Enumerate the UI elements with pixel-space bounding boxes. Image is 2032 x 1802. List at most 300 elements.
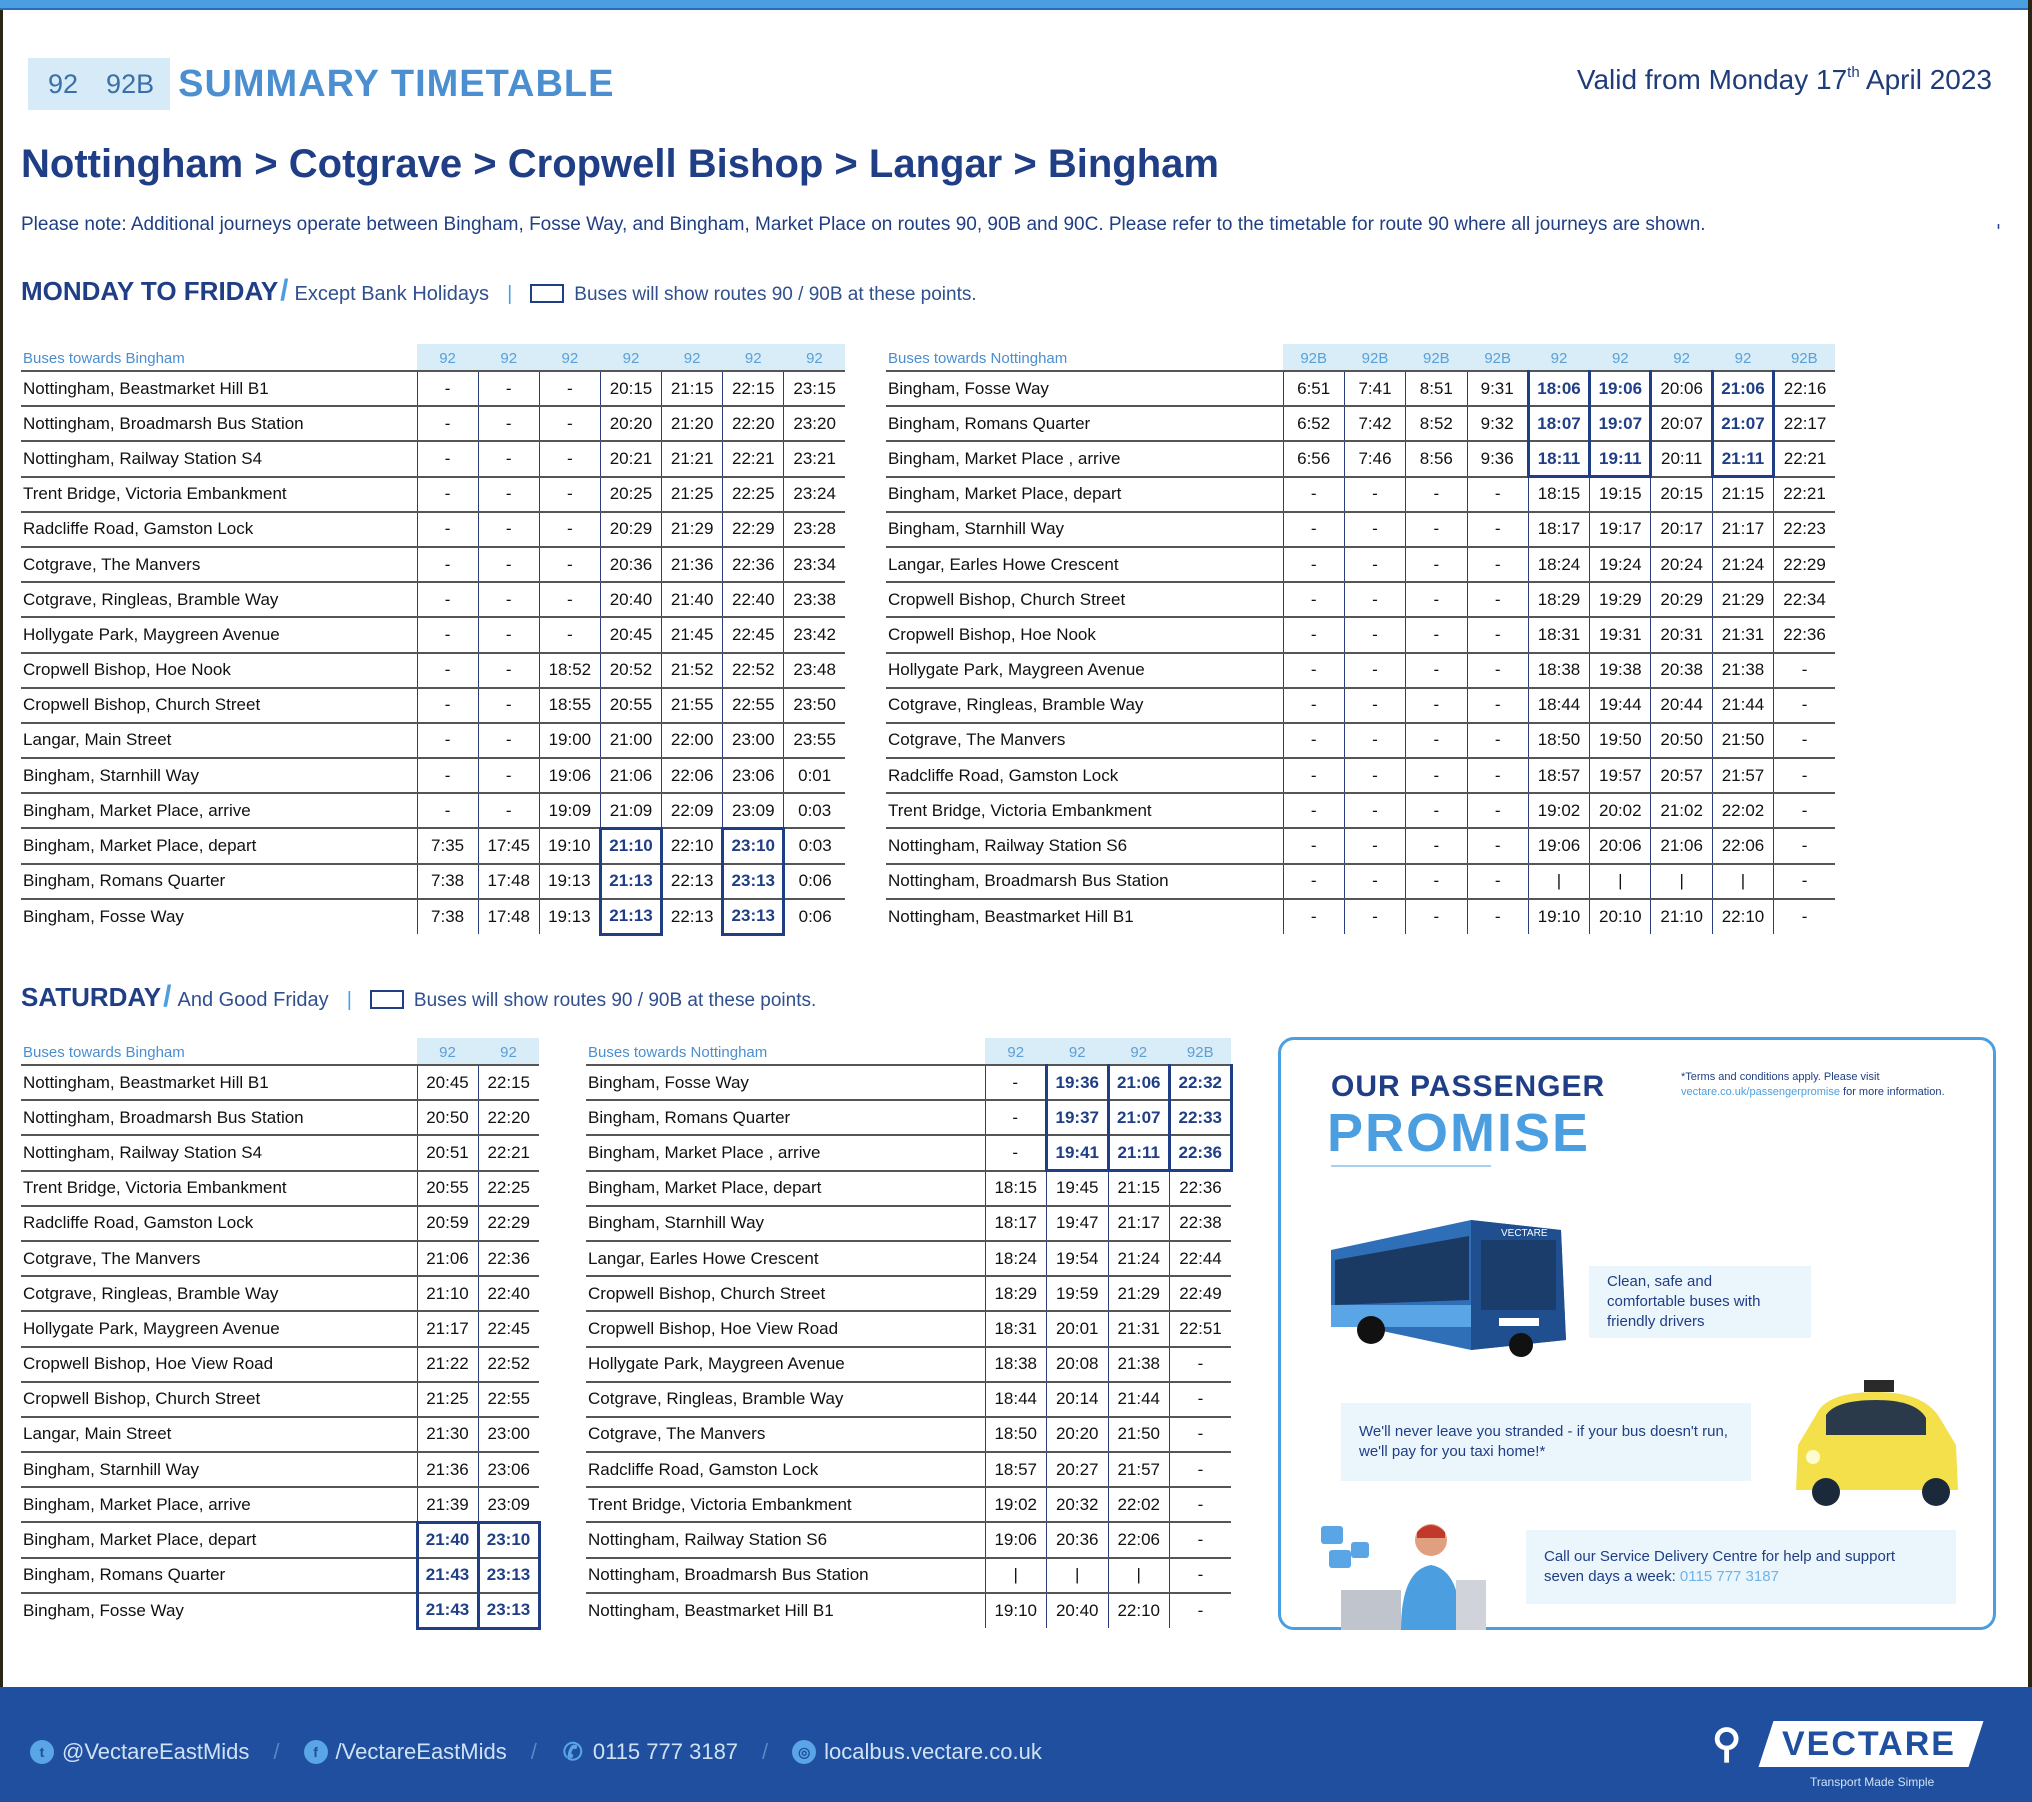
website-link[interactable]: localbus.vectare.co.uk [824,1739,1042,1764]
departure-time: 20:20 [1047,1417,1109,1452]
departure-time: 18:29 [985,1276,1047,1311]
table-row [586,1171,1231,1206]
departure-time: 18:52 [539,653,600,688]
table-row [586,1100,1231,1135]
table-row [886,477,1835,512]
departure-time: 20:45 [600,617,661,652]
departure-time: - [1283,864,1344,899]
stop-name: Bingham, Romans Quarter [21,1558,417,1593]
departure-time: 18:06 [1528,371,1589,406]
bus-illustration-icon [1321,1200,1571,1360]
departure-time: 21:09 [600,793,661,828]
departure-time: 23:55 [784,723,845,758]
stop-name: Hollygate Park, Maygreen Avenue [886,653,1283,688]
departure-time: 21:25 [417,1382,478,1417]
table-row [21,1347,539,1382]
departure-time: - [1406,512,1467,547]
departure-time: 20:50 [1651,723,1712,758]
departure-time: 22:32 [1170,1065,1232,1100]
departure-time: 19:02 [1528,793,1589,828]
direction-label: Buses towards Bingham [23,1044,185,1061]
table-row [886,547,1835,582]
route-column-header: 92B [1467,344,1528,371]
departure-time: 19:06 [1590,371,1651,406]
departure-time: 19:31 [1590,617,1651,652]
stop-name: Nottingham, Beastmarket Hill B1 [886,899,1283,934]
departure-time: 23:24 [784,477,845,512]
route-column-header: 92 [1712,344,1773,371]
departure-time: - [417,688,478,723]
departure-time: - [1406,617,1467,652]
departure-time: - [417,371,478,406]
route-column-header: 92 [784,344,845,371]
departure-time: 22:10 [1712,899,1773,934]
departure-time: 23:09 [478,1487,539,1522]
table-row [586,1417,1231,1452]
departure-time: 21:44 [1108,1382,1170,1417]
departure-time: - [1170,1347,1232,1382]
footer-contacts [30,1739,1042,1765]
departure-time: 20:50 [417,1100,478,1135]
departure-time: 23:38 [784,582,845,617]
departure-time: 22:21 [723,441,784,476]
departure-time: 23:42 [784,617,845,652]
departure-time: 21:50 [1108,1417,1170,1452]
departure-time: 20:44 [1651,688,1712,723]
stop-name: Trent Bridge, Victoria Embankment [21,1171,417,1206]
departure-time: - [417,723,478,758]
route-column-header: 92 [417,1038,478,1065]
departure-time: - [1467,477,1528,512]
departure-time: - [539,547,600,582]
departure-time: 18:38 [985,1347,1047,1382]
departure-time: - [539,582,600,617]
footer-bar [0,1687,2032,1802]
departure-time: 22:06 [662,758,723,793]
stop-name: Nottingham, Broadmarsh Bus Station [886,864,1283,899]
departure-time: - [539,617,600,652]
departure-time: 21:10 [417,1276,478,1311]
departure-time: 9:32 [1467,406,1528,441]
departure-time: 22:34 [1774,582,1835,617]
table-row [21,1135,539,1170]
departure-time: - [985,1135,1047,1170]
departure-time: 21:25 [662,477,723,512]
departure-time: 17:45 [478,828,539,863]
departure-time: 21:38 [1712,653,1773,688]
table-row [21,1522,539,1557]
departure-time: 19:54 [1047,1241,1109,1276]
departure-time: 21:06 [1712,371,1773,406]
stop-name: Radcliffe Road, Gamston Lock [21,512,417,547]
departure-time: 21:57 [1108,1452,1170,1487]
departure-time: | [1047,1558,1109,1593]
departure-time: - [1774,758,1835,793]
departure-time: - [1467,793,1528,828]
departure-time: - [1774,653,1835,688]
stop-name: Nottingham, Broadmarsh Bus Station [21,406,417,441]
route-column-header: 92 [723,344,784,371]
stop-name: Hollygate Park, Maygreen Avenue [586,1347,985,1382]
stop-name: Nottingham, Beastmarket Hill B1 [586,1593,985,1628]
departure-time: - [1406,864,1467,899]
departure-time: 8:52 [1406,406,1467,441]
heading-slash: / [163,980,172,1013]
stop-name: Bingham, Market Place, depart [21,828,417,863]
top-accent-rule [0,0,2032,10]
table-row [21,1593,539,1628]
departure-time: 18:17 [985,1206,1047,1241]
departure-time: 18:57 [985,1452,1047,1487]
departure-time: 20:31 [1651,617,1712,652]
departure-time: 20:55 [417,1171,478,1206]
departure-time: 22:17 [1774,406,1835,441]
departure-time: 22:06 [1712,828,1773,863]
departure-time: 19:10 [1528,899,1589,934]
departure-time: 22:45 [723,617,784,652]
mf-towards-nottingham-table [886,344,1835,934]
departure-time: 21:15 [1712,477,1773,512]
route-column-header: 92 [478,344,539,371]
stop-name: Hollygate Park, Maygreen Avenue [21,617,417,652]
departure-time: 21:22 [417,1347,478,1382]
support-text: Call our Service Delivery Centre for help and support seven days a week: [1544,1548,1895,1585]
route-column-header: 92 [600,344,661,371]
stop-name: Bingham, Starnhill Way [21,1452,417,1487]
departure-time: - [1774,793,1835,828]
departure-time: - [1344,582,1405,617]
departure-time: - [1406,828,1467,863]
departure-time: 20:24 [1651,547,1712,582]
table-row [886,441,1835,476]
support-agent-illustration-icon [1321,1520,1511,1630]
departure-time: 22:10 [662,828,723,863]
departure-time: 21:07 [1712,406,1773,441]
direction-label: Buses towards Nottingham [588,1044,768,1061]
departure-time: 18:55 [539,688,600,723]
departure-time: 22:21 [1774,441,1835,476]
departure-time: 18:31 [985,1311,1047,1346]
departure-time: 22:55 [723,688,784,723]
departure-time: 18:24 [985,1241,1047,1276]
departure-time: 22:29 [723,512,784,547]
table-row [21,477,845,512]
table-row [886,653,1835,688]
departure-time: - [1283,758,1344,793]
departure-time: - [478,723,539,758]
table-row [21,864,845,899]
departure-time: 19:17 [1590,512,1651,547]
departure-time: 19:45 [1047,1171,1109,1206]
departure-time: 22:09 [662,793,723,828]
departure-time: - [1344,758,1405,793]
route-badge-92: 92 [28,58,92,110]
departure-time: - [1283,582,1344,617]
departure-time: - [417,653,478,688]
departure-time: - [1406,688,1467,723]
terms-link[interactable]: vectare.co.uk/passengerpromise [1681,1086,1840,1098]
departure-time: 22:36 [723,547,784,582]
legend-outline-box-icon [370,990,404,1009]
departure-time: 21:17 [417,1311,478,1346]
table-row [21,688,845,723]
mf-towards-bingham-table [21,344,845,936]
departure-time: 22:02 [1108,1487,1170,1522]
departure-time: - [1283,828,1344,863]
stop-name: Langar, Earles Howe Crescent [586,1241,985,1276]
logo-tagline: Transport Made Simple [1810,1775,1935,1789]
departure-time: 22:20 [478,1100,539,1135]
stop-name: Bingham, Market Place , arrive [886,441,1283,476]
departure-time: 20:36 [600,547,661,582]
route-column-header: 92 [985,1038,1047,1065]
departure-time: 23:13 [478,1593,539,1628]
facebook-link[interactable]: /VectareEastMids [335,1739,507,1764]
departure-time: 21:11 [1712,441,1773,476]
table-row [21,1311,539,1346]
scan-edge-left [0,0,3,1802]
departure-time: - [417,477,478,512]
twitter-link[interactable]: @VectareEastMids [62,1739,250,1764]
departure-time: 21:00 [600,723,661,758]
table-row [586,1241,1231,1276]
departure-time: - [1467,864,1528,899]
departure-time: - [478,477,539,512]
departure-time: 20:57 [1651,758,1712,793]
departure-time: 22:38 [1170,1206,1232,1241]
terms-suffix: for more information. [1839,1086,1945,1098]
svg-text:VECTARE: VECTARE [1501,1228,1548,1239]
table-row [586,1522,1231,1557]
departure-time: - [1467,899,1528,934]
departure-time: 18:24 [1528,547,1589,582]
sat-towards-nottingham-table [586,1038,1233,1628]
table-row [886,688,1835,723]
departure-time: 23:06 [723,758,784,793]
departure-time: 21:31 [1108,1311,1170,1346]
departure-time: - [1283,653,1344,688]
departure-time: - [1170,1417,1232,1452]
stop-name: Cropwell Bishop, Hoe View Road [21,1347,417,1382]
sat-subheading: And Good Friday [177,989,329,1011]
table-row [586,1452,1231,1487]
departure-time: 19:10 [539,828,600,863]
departure-time: 17:48 [478,864,539,899]
stop-name: Cotgrave, Ringleas, Bramble Way [886,688,1283,723]
departure-time: 20:52 [600,653,661,688]
table-row [21,1065,539,1100]
departure-time: 23:13 [478,1558,539,1593]
departure-time: 22:15 [723,371,784,406]
departure-time: 20:01 [1047,1311,1109,1346]
table-row [586,1382,1231,1417]
departure-time: 21:40 [662,582,723,617]
stop-name: Nottingham, Railway Station S6 [586,1522,985,1557]
departure-time: 23:21 [784,441,845,476]
table-row [886,828,1835,863]
departure-time: 20:06 [1590,828,1651,863]
departure-time: 23:48 [784,653,845,688]
stop-name: Bingham, Fosse Way [586,1065,985,1100]
stop-name: Bingham, Market Place, depart [886,477,1283,512]
departure-time: 20:08 [1047,1347,1109,1382]
stop-name: Bingham, Romans Quarter [586,1100,985,1135]
phone-icon: ✆ [562,1738,583,1766]
departure-time: - [1344,723,1405,758]
departure-time: 6:52 [1283,406,1344,441]
departure-time: 20:38 [1651,653,1712,688]
departure-time: - [478,441,539,476]
departure-time: - [478,653,539,688]
departure-time: 22:13 [662,899,723,934]
departure-time: 22:25 [723,477,784,512]
sat-towards-bingham-table [21,1038,541,1630]
departure-time: 21:55 [662,688,723,723]
scan-mark: ' [1996,221,2001,242]
departure-time: 21:02 [1651,793,1712,828]
departure-time: 22:13 [662,864,723,899]
direction-label: Buses towards Bingham [23,350,185,367]
departure-time: 17:48 [478,899,539,934]
table-row [886,512,1835,547]
departure-time: 0:06 [784,864,845,899]
valid-from-date [1577,64,1992,96]
departure-time: 23:10 [723,828,784,863]
departure-time: - [1344,653,1405,688]
table-row [21,441,845,476]
route-column-header: 92B [1283,344,1344,371]
departure-time: - [1406,899,1467,934]
route-note: Please note: Additional journeys operate between Bingham, Fosse Way, and Bingham, Market Place on routes 90, 90B and 90C. Please refer to the timetable for route 90 where all journeys are shown. [21,214,1706,235]
stop-name: Langar, Main Street [21,723,417,758]
departure-time: - [478,406,539,441]
departure-time: 19:36 [1047,1065,1109,1100]
table-row [21,828,845,863]
departure-time: 19:37 [1047,1100,1109,1135]
table-row [886,371,1835,406]
departure-time: - [1774,723,1835,758]
stop-name: Nottingham, Broadmarsh Bus Station [586,1558,985,1593]
departure-time: 18:50 [985,1417,1047,1452]
departure-time: 21:38 [1108,1347,1170,1382]
departure-time: 7:38 [417,899,478,934]
departure-time: 23:28 [784,512,845,547]
table-row [21,1276,539,1311]
terms-note [1681,1070,1981,1100]
table-row [21,1487,539,1522]
departure-time: - [1344,793,1405,828]
promise-card-taxi: We'll never leave you stranded - if your bus doesn't run, we'll pay for you taxi home!* [1341,1403,1751,1481]
route-column-header: 92B [1406,344,1467,371]
stop-name: Cotgrave, Ringleas, Bramble Way [21,582,417,617]
departure-time: - [539,406,600,441]
departure-time: 7:41 [1344,371,1405,406]
departure-time: - [539,441,600,476]
promise-card-clean-buses: Clean, safe and comfortable buses with friendly drivers [1589,1266,1811,1338]
departure-time: 21:29 [1712,582,1773,617]
phone-link[interactable]: 0115 777 3187 [592,1739,739,1764]
departure-time: 19:13 [539,899,600,934]
departure-time: 20:29 [1651,582,1712,617]
departure-time: 18:17 [1528,512,1589,547]
departure-time: 19:29 [1590,582,1651,617]
stop-name: Nottingham, Broadmarsh Bus Station [21,1100,417,1135]
departure-time: - [478,582,539,617]
departure-time: 19:57 [1590,758,1651,793]
stop-name: Bingham, Market Place , arrive [586,1135,985,1170]
departure-time: | [1651,864,1712,899]
departure-time: 21:11 [1108,1135,1170,1170]
departure-time: - [1283,793,1344,828]
departure-time: - [417,582,478,617]
departure-time: - [1170,1593,1232,1628]
departure-time: 21:30 [417,1417,478,1452]
departure-time: 20:40 [1047,1593,1109,1628]
stop-name: Trent Bridge, Victoria Embankment [886,793,1283,828]
stop-name: Cotgrave, The Manvers [21,1241,417,1276]
route-column-header: 92 [1651,344,1712,371]
departure-time: 22:20 [723,406,784,441]
departure-time: 20:45 [417,1065,478,1100]
mf-heading: MONDAY TO FRIDAY [21,276,279,306]
footer-separator: / [273,1739,280,1764]
departure-time: - [1774,688,1835,723]
table-row [586,1135,1231,1170]
promise-card-support [1526,1530,1956,1604]
departure-time: 19:06 [985,1522,1047,1557]
departure-time: - [478,617,539,652]
departure-time: 18:11 [1528,441,1589,476]
table-row [586,1065,1231,1100]
departure-time: 22:21 [1774,477,1835,512]
stop-name: Bingham, Fosse Way [886,371,1283,406]
departure-time: - [1283,617,1344,652]
departure-time: 22:40 [723,582,784,617]
departure-time: 21:44 [1712,688,1773,723]
departure-time: 23:06 [478,1452,539,1487]
departure-time: 18:29 [1528,582,1589,617]
departure-time: - [1283,688,1344,723]
departure-time: 21:39 [417,1487,478,1522]
table-row [21,1171,539,1206]
departure-time: 21:17 [1108,1206,1170,1241]
table-row [21,547,845,582]
legend-outline-box-icon [530,284,564,303]
table-row [586,1558,1231,1593]
promise-underline [1331,1165,1491,1167]
table-row [21,1241,539,1276]
stop-name: Cropwell Bishop, Hoe Nook [21,653,417,688]
departure-time: | [985,1558,1047,1593]
departure-time: 21:10 [1651,899,1712,934]
departure-time: 21:13 [600,899,661,934]
departure-time: 21:45 [662,617,723,652]
support-phone-link[interactable]: 0115 777 3187 [1679,1568,1779,1585]
stop-name: Bingham, Market Place, depart [21,1522,417,1557]
departure-time: - [478,371,539,406]
departure-time: 8:51 [1406,371,1467,406]
departure-time: - [1467,512,1528,547]
departure-time: - [478,793,539,828]
departure-time: 23:13 [723,864,784,899]
table-row [886,582,1835,617]
departure-time: 22:36 [478,1241,539,1276]
departure-time: 22:55 [478,1382,539,1417]
departure-time: 20:02 [1590,793,1651,828]
departure-time: 21:52 [662,653,723,688]
stop-name: Langar, Earles Howe Crescent [886,547,1283,582]
table-row [586,1593,1231,1628]
